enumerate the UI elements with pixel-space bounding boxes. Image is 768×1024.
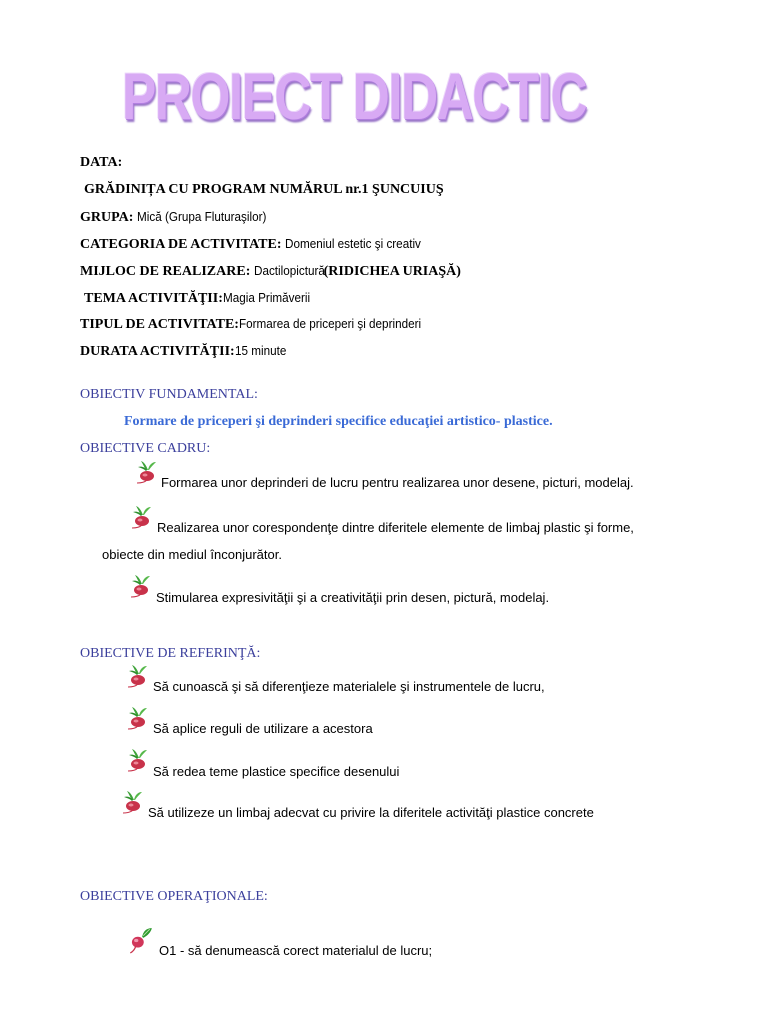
cadru-item-continuation: obiecte din mediul înconjurător. [102,547,282,562]
group-label: GRUPA: [80,210,134,225]
theme-label: TEMA ACTIVITĂŢII: [84,291,223,306]
group-value: Mică (Grupa Fluturaşilor) [136,209,267,224]
category-value: Domeniul estetic şi creativ [284,236,421,251]
radish-icon [135,459,161,485]
means-label: MIJLOC DE REALIZARE: [80,264,251,279]
cadru-item: Realizarea unor corespondenţe dintre diferitele elemente de limbaj plastic şi forme, [157,520,634,535]
kindergarten-name: GRĂDINIȚA CU PROGRAM NUMĂRUL nr.1 ŞUNCUIUŞ [84,182,444,197]
radish-icon [126,705,152,731]
means-value: Dactilopictură [253,263,325,278]
cadru-item: Formarea unor deprinderi de lucru pentru realizarea unor desene, picturi, modelaj. [161,475,634,490]
category-label: CATEGORIA DE ACTIVITATE: [80,237,282,252]
type-row [80,316,441,333]
category-row [80,236,436,253]
operationale-heading: OBIECTIVE OPERAŢIONALE: [80,889,268,904]
cadru-heading: OBIECTIVE CADRU: [80,441,211,456]
referinta-item: Să aplice reguli de utilizare a acestora [153,721,373,736]
means-row [80,263,461,280]
radish-icon [129,573,155,599]
theme-row [84,290,320,307]
radish-icon [126,925,154,955]
fundamental-text: Formare de priceperi şi deprinderi specifice educaţiei artistico- plastice. [124,414,553,429]
document-title: PROIECT DIDACTIC [122,59,587,133]
radish-icon [130,504,156,530]
referinta-item: Să cunoască şi să diferenţieze materialele şi instrumentele de lucru, [153,679,545,694]
operationale-item: O1 - să denumească corect materialul de lucru; [159,943,433,958]
type-label: TIPUL DE ACTIVITATE: [80,317,239,332]
referinta-heading: OBIECTIVE DE REFERINŢĂ: [80,646,261,661]
referinta-item: Să redea teme plastice specifice desenului [153,764,400,779]
fundamental-heading: OBIECTIV FUNDAMENTAL: [80,387,258,402]
means-value-bold: (RIDICHEA URIAŞĂ) [323,264,461,279]
radish-icon [126,663,152,689]
duration-row [80,343,292,360]
type-value: Formarea de priceperi şi deprinderi [238,316,422,331]
data-label: DATA: [80,155,123,170]
group-row [80,209,281,226]
referinta-item: Să utilizeze un limbaj adecvat cu privire la diferitele activităţi plastice concrete [148,805,594,820]
duration-label: DURATA ACTIVITĂŢII: [80,344,235,359]
theme-value: Magia Primăverii [222,290,311,305]
cadru-item: Stimularea expresivităţii şi a creativităţii prin desen, pictură, modelaj. [156,590,550,605]
radish-icon [121,789,147,815]
duration-value: 15 minute [234,343,287,358]
radish-icon [126,747,152,773]
